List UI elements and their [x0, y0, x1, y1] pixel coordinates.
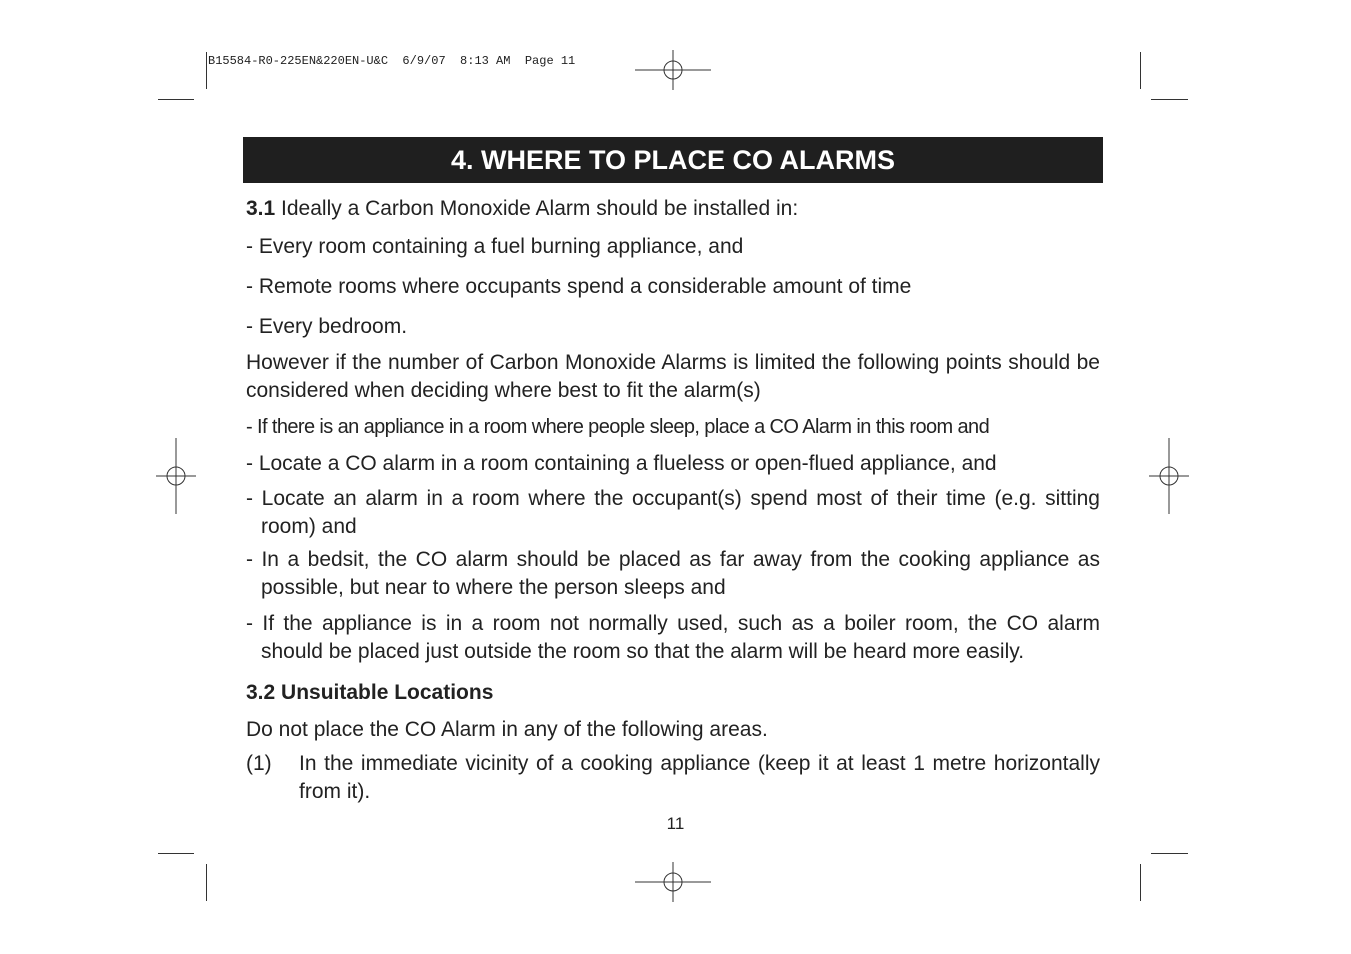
list-item: - Locate a CO alarm in a room containing a flueless or open-flued appliance, and [246, 452, 997, 475]
however-paragraph: However if the number of Carbon Monoxide Alarms is limited the following points should be considered when deciding where best to fit the alarm(s) [246, 351, 1100, 402]
section-3-1-intro [246, 195, 1100, 223]
registration-mark-icon [635, 32, 711, 108]
item-number: (1) [246, 752, 272, 775]
list-item: - Remote rooms where occupants spend a considerable amount of time [246, 275, 912, 298]
registration-mark-icon [138, 438, 214, 514]
crop-mark [1151, 853, 1188, 854]
crop-mark [158, 99, 194, 100]
crop-mark [1140, 52, 1141, 89]
section-3-2-intro: Do not place the CO Alarm in any of the following areas. [246, 718, 768, 741]
crop-mark [206, 52, 207, 89]
crop-mark [1151, 99, 1188, 100]
list-item: - Locate an alarm in a room where the occupant(s) spend most of their time (e.g. sitting room) and [246, 487, 1100, 538]
list-item: - Every bedroom. [246, 315, 408, 338]
registration-mark-icon [635, 844, 711, 920]
section-3-2-heading: 3.2 Unsuitable Locations [246, 681, 494, 704]
list-item: - In a bedsit, the CO alarm should be placed as far away from the cooking appliance as possible, but near to where the person sleeps and [246, 548, 1100, 599]
crop-mark [1140, 864, 1141, 901]
list-item: - If there is an appliance in a room where people sleep, place a CO Alarm in this room and [246, 416, 990, 438]
printer-slug: B15584-R0-225EN&220EN-U&C 6/9/07 8:13 AM Page 11 [208, 54, 576, 68]
item-text: In the immediate vicinity of a cooking appliance (keep it at least 1 metre horizontally from it). [299, 752, 1100, 803]
list-item: - If the appliance is in a room not normally used, such as a boiler room, the CO alarm should be placed just outside the room so that the alarm will be heard more easily. [246, 612, 1100, 663]
crop-mark [206, 864, 207, 901]
section-number: 3.1 [246, 197, 276, 220]
section-title: 4. WHERE TO PLACE CO ALARMS [243, 137, 1103, 183]
crop-mark [158, 853, 194, 854]
list-item: - Every room containing a fuel burning appliance, and [246, 235, 744, 258]
page-number: 11 [666, 814, 685, 833]
intro-text: Ideally a Carbon Monoxide Alarm should be installed in: [275, 197, 799, 220]
registration-mark-icon [1131, 438, 1207, 514]
